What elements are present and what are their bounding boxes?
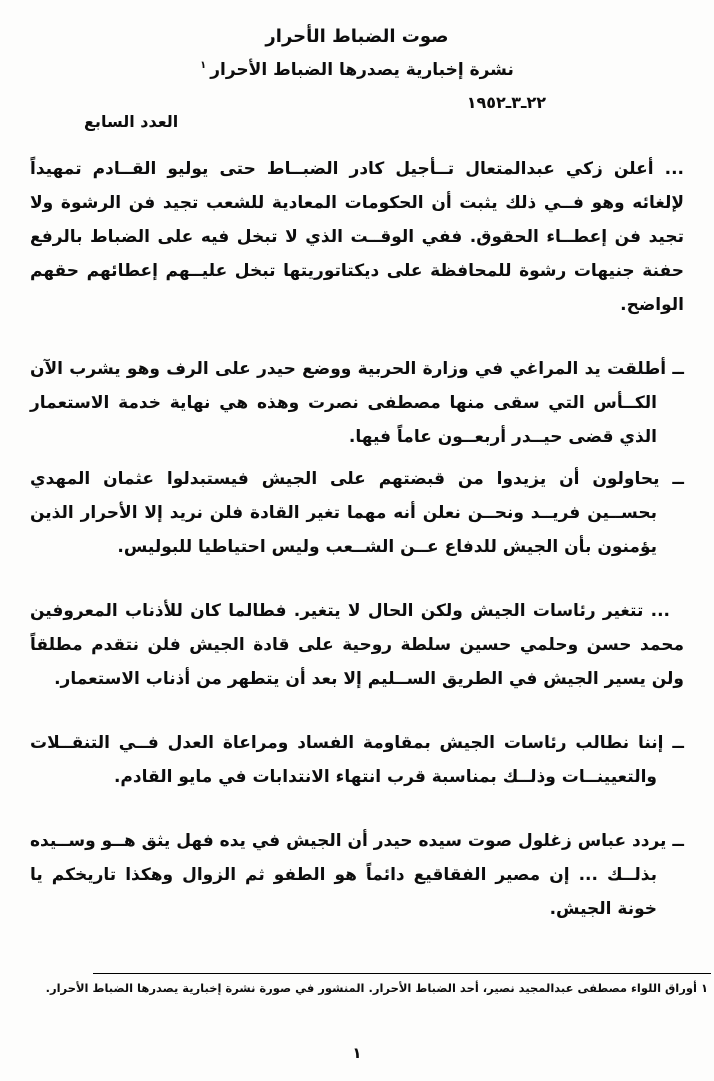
paragraph-demand-justice: ــ إننا نطالب رئاسات الجيش بمقاومة الفساد ومراعاة العدل فــي التنقــلات والتعيينــات وذلــك بمناسبة قرب انتهاء الانتدابات في مايو القادم.	[30, 733, 684, 787]
document-title: صوت الضباط الأحرار	[265, 26, 449, 47]
footnote-text: ١ أوراق اللواء مصطفى عبدالمجيد نصير، أحد الضباط الأحرار. المنشور في صورة نشرة إخبارية يصدرها الضباط الأحرار.	[45, 981, 708, 995]
subtitle-text: نشرة إخبارية يصدرها الضباط الأحرار	[210, 60, 514, 80]
issue-date: ٢٢ـ٣ـ١٩٥٢	[466, 93, 546, 112]
paragraph-army-leadership: ... تتغير رئاسات الجيش ولكن الحال لا يتغير. فطالما كان للأذناب المعروفين محمد حسن وحلمي حسين سلطة روحية على قادة الجيش فلن نتقدم مطلقاً ولن يسير الجيش في الطريق الســليم إلا بعد أن يتطهر من أذناب الاستعمار.	[30, 601, 684, 689]
footnote-reference-marker: ١	[200, 60, 207, 72]
page-number: ١	[352, 1044, 362, 1062]
paragraph-army-grip: ــ يحاولون أن يزيدوا من قبضتهم على الجيش فيستبدلوا عثمان المهدي بحســين فريــد ونحــن نعلن أنه مهما تغير القادة فلن نريد إلا الأحرار الذين يؤمنون بأن الجيش للدفاع عــن الشــعب وليس احتياطيا للبوليس.	[30, 469, 684, 557]
paragraph-announcement: ... أعلن زكي عبدالمتعال تــأجيل كادر الضبــاط حتى يوليو القــادم تمهيداً لإلغائه وهو فــي ذلك يثبت أن الحكومات المعادية للشعب تجيد فن الرشوة ولا تجيد فن إعطــاء الحقوق. ففي الوقــت الذي لا تبخل فيه على الضباط بالرفع حفنة جنيهات رشوة للمحافظة على ديكتاتوريتها تبخل عليــهم إعطائهم حقهم الواضح.	[30, 159, 684, 315]
paragraph-maraghi-haidar: ــ أطلقت يد المراغي في وزارة الحربية ووضع حيدر على الرف وهو يشرب الآن الكــأس التي سقى منها مصطفى نصرت وهذه هي نهاية خدمة الاستعمار الذي قضى حيــدر أربعــون عاماً فيها.	[30, 359, 684, 447]
paragraph-abbas-zaghloul: ــ يردد عباس زغلول صوت سيده حيدر أن الجيش في يده فهل يثق هــو وســيده بذلــك ... إن مصير الفقاقيع دائماً هو الطفو ثم الزوال وهكذا تاريخكم يا خونة الجيش.	[30, 831, 684, 919]
issue-number: العدد السابع	[84, 112, 179, 131]
document-body	[30, 152, 684, 926]
issue-meta-row	[0, 80, 714, 138]
footnote-divider	[93, 973, 711, 974]
document-subtitle	[0, 60, 714, 80]
